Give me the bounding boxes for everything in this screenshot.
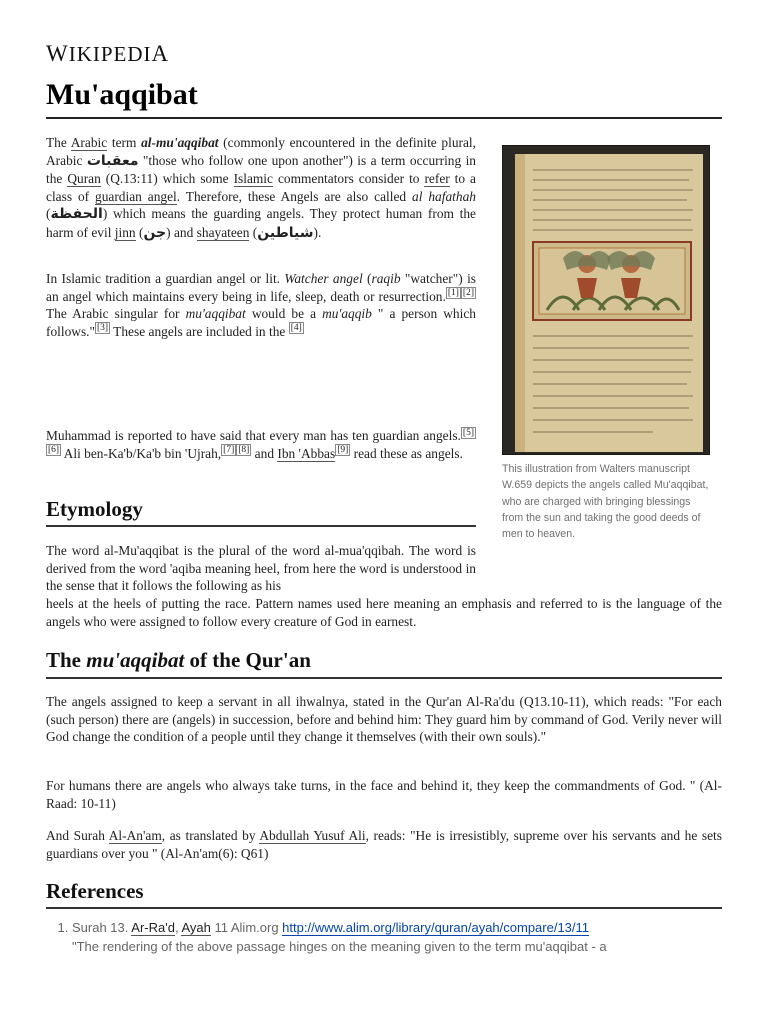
title-divider bbox=[46, 117, 722, 119]
link-ayah[interactable]: Ayah bbox=[181, 920, 211, 935]
etymology-paragraph-b: heels at the heels of putting the race. Pattern names used here meaning an emphasis and referred to is the language of the angels who were assigned to follow every creature of God in earnest. bbox=[46, 596, 722, 629]
link-jinn[interactable]: jinn bbox=[114, 224, 136, 240]
figure-caption: This illustration from Walters manuscript W.659 depicts the angels called Mu'aqqibat, who are charged with bringing blessings from the sun and taking the good deeds of men to heaven. bbox=[502, 463, 709, 541]
quran-paragraph-2: For humans there are angels who always take turns, in the face and behind it, they keep the commandments of God. " (Al-Raad: 10-11) bbox=[46, 778, 722, 811]
link-ar-rad[interactable]: Ar-Ra'd bbox=[131, 920, 175, 935]
etymology-divider bbox=[46, 525, 476, 527]
link-islamic[interactable]: Islamic bbox=[233, 171, 273, 187]
quran-divider bbox=[46, 677, 722, 679]
ref-4[interactable]: [4] bbox=[290, 323, 302, 334]
ref-9[interactable]: [9] bbox=[337, 445, 349, 456]
ref-3[interactable]: [3] bbox=[97, 323, 109, 334]
heading-references: References bbox=[46, 879, 144, 903]
link-alim-url[interactable]: http://www.alim.org/library/quran/ayah/compare/13/11 bbox=[282, 920, 590, 935]
manuscript-image[interactable] bbox=[502, 145, 710, 455]
intro-paragraph-2: In Islamic tradition a guardian angel or lit. Watcher angel (raqib "watcher") is an angel which maintains every being in life, sleep, death or resurrection. [1] [2] The Arabic singular for mu'aqqibat would be a mu'aqqib " a person which follows." [3] These angels are included in the [4] bbox=[46, 271, 476, 339]
ref-8[interactable]: [8] bbox=[238, 445, 250, 456]
link-shayateen[interactable]: shayateen bbox=[196, 224, 250, 240]
ref-2[interactable]: [2] bbox=[462, 288, 474, 299]
intro-paragraph-3: Muhammad is reported to have said that every man has ten guardian angels. [5][6] Ali ben-Ka'b/Ka'b bin 'Ujrah, [7] [8] and Ibn 'Abbas [9] read these as angels. bbox=[46, 427, 474, 461]
link-guardian-angel[interactable]: guardian angel bbox=[95, 188, 177, 204]
link-quran[interactable]: Quran bbox=[67, 171, 101, 187]
heading-muaqqibat-quran: The mu'aqqibat of the Qur'an bbox=[46, 648, 311, 672]
reference-item: 1. Surah 13. Ar-Ra'd, Ayah 11 Alim.org http://www.alim.org/library/quran/ayah/compare/13/11 "The rendering of the above passage hinges on the meaning given to the term mu'aqqibat - a bbox=[72, 918, 722, 956]
arabic-term: معقبات bbox=[86, 152, 139, 169]
quran-paragraph-3: And Surah Al-An'am, as translated by Abdullah Yusuf Ali, reads: "He is irresistibly, supreme over his servants and he sets guardians over you " (Al-An'am(6): Q61) bbox=[46, 828, 722, 861]
intro-paragraph-1: The Arabic term al-mu'aqqibat (commonly encountered in the definite plural, Arabic معقبات "those who follow one upon another") is a term occurring in the Quran (Q.13:11) which some Islamic commentators consider to refer to a class of guardian angel. Therefore, these Angels are also called al hafathah (الحفظة) which means the guarding angels. They protect human from the harm of evil jinn (جن) and shayateen (شياطين). bbox=[46, 135, 476, 241]
manuscript-figure bbox=[502, 145, 722, 542]
references-list bbox=[46, 918, 722, 956]
link-abdullah-yusuf-ali[interactable]: Abdullah Yusuf Ali bbox=[259, 828, 366, 843]
ref-7[interactable]: [7] bbox=[223, 445, 235, 456]
ref-1[interactable]: [1] bbox=[447, 288, 459, 299]
page-title: Mu'aqqibat bbox=[46, 78, 198, 111]
link-arabic[interactable]: Arabic bbox=[70, 135, 108, 150]
etymology-paragraph-a: The word al-Mu'aqqibat is the plural of the word al-mua'qqibah. The word is derived from the word 'aqiba meaning heel, from here the word is understood in the sense that it follows the following as his bbox=[46, 543, 476, 594]
reference-quote: "The rendering of the above passage hinges on the meaning given to the term mu'aqqibat - a bbox=[72, 939, 607, 954]
ref-5[interactable]: [5] bbox=[462, 427, 474, 438]
manuscript-illustration-icon bbox=[503, 146, 709, 454]
ref-6[interactable]: [6] bbox=[48, 445, 60, 456]
link-ibn-abbas[interactable]: Ibn 'Abbas bbox=[277, 445, 336, 461]
link-al-anam[interactable]: Al-An'am bbox=[108, 828, 162, 843]
quran-paragraph-1: The angels assigned to keep a servant in all ihwalnya, stated in the Qur'an Al-Ra'du (Q13.10-11), which reads: "For each (such person) there are (angels) in succession, before and behind him: They guard him by command of God. Verily never will God change the condition of a people until they change it themselves (with their own souls)." bbox=[46, 694, 722, 745]
link-refer[interactable]: refer bbox=[424, 171, 450, 187]
heading-etymology: Etymology bbox=[46, 497, 143, 521]
references-divider bbox=[46, 907, 722, 909]
wikipedia-logo[interactable]: WIKIPEDIA bbox=[46, 41, 170, 66]
